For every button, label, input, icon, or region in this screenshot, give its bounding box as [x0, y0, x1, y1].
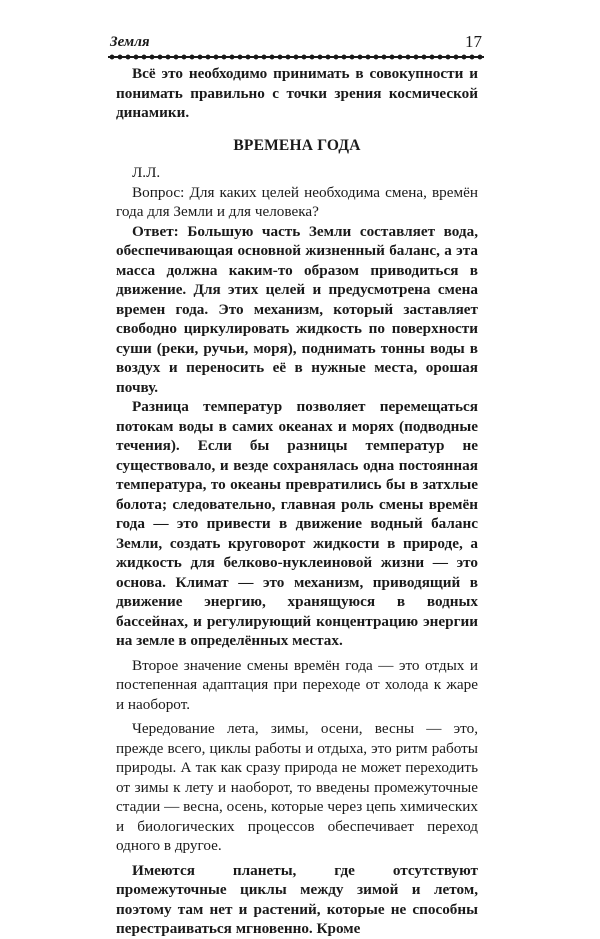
answer-paragraph: Ответ: Большую часть Земли составляет вода, обеспечивающая основной жизненный баланс, а эта масса должна каким-то образом приводиться в движение. Для этих целей и предусмотрена смена времен года. Это механизм, который заставляет свободно циркулировать жидкость по поверхности суши (реки, ручьи, моря), поднимать тонны воды в воздух и переносить её в нужные места, орошая почву. — [116, 222, 478, 396]
section-title: ВРЕМЕНА ГОДА — [233, 136, 361, 154]
ornamental-rule — [108, 53, 484, 61]
running-title: Земля — [110, 34, 150, 50]
body-paragraph-4: Имеются планеты, где отсутствуют промежуточные циклы между зимой и летом, поэтому там нет и растений, которые не способны перестраиваться мгновенно. Кроме — [116, 861, 478, 937]
running-head — [110, 34, 482, 52]
author-line: Л.Л. — [132, 164, 161, 181]
body-paragraph-1: Разница температур позволяет перемещаться потокам воды в самих океанах и морях (подводные течения). Если бы разницы температур не существовало, и везде сохранялась одна постоянная температура, то океаны превратились бы в затхлые болота; следовательно, главная роль смены времён года — это привести в движение водный баланс Земли, создать круговорот жидкости в природе, а жидкость для белково-нуклеиновой жизни — это основа. Климат — это механизм, приводящий в движение энергию, хранящуюся в водных бассейнах, и регулирующий концентрацию энергии на земле в определённых местах. — [116, 398, 478, 649]
body-paragraph-3: Чередование лета, зимы, осени, весны — это, прежде всего, циклы работы и отдыха, это ритм работы природы. А так как сразу природа не может переходить от зимы к лету и наоборот, то введены промежуточные стадии — весна, осень, которые через цепь химических и биологических процессов обеспечивает переход одного в другое. — [116, 720, 478, 854]
page-number: 17 — [465, 32, 482, 51]
question-paragraph: Вопрос: Для каких целей необходима смена, времён года для Земли и для человека? — [116, 183, 478, 220]
text-block — [116, 64, 478, 939]
body-paragraph-2: Второе значение смены времён года — это отдых и постепенная адаптация при переходе от холода к жаре и наоборот. — [116, 656, 478, 713]
intro-paragraph: Всё это необходимо принимать в совокупности и понимать правильно с точки зрения космической динамики. — [116, 65, 478, 121]
